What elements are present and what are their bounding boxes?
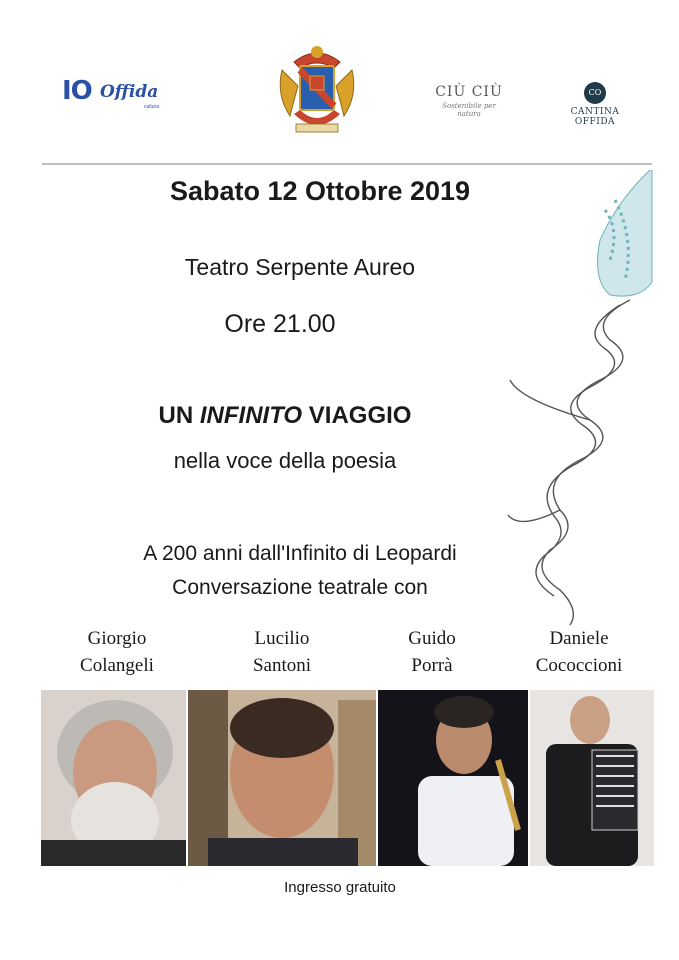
performer-last-name: Porrà bbox=[411, 655, 453, 676]
event-title bbox=[60, 402, 510, 430]
ciuciu-logo-brand: CIÙ CIÙ bbox=[435, 84, 503, 100]
performer-name bbox=[40, 625, 194, 679]
coat-of-arms-icon bbox=[272, 40, 362, 140]
performer-name bbox=[502, 625, 656, 679]
title-suffix: VIAGGIO bbox=[302, 402, 412, 429]
performer-first-name: Guido bbox=[408, 628, 456, 649]
performer-first-name: Daniele bbox=[549, 628, 609, 649]
event-anniversary: A 200 anni dall'Infinito di Leopardi bbox=[143, 542, 457, 565]
event-subtitle: nella voce della poesia bbox=[173, 448, 397, 473]
performer-last-name: Colangeli bbox=[80, 655, 154, 676]
performer-name bbox=[205, 625, 359, 679]
divider bbox=[42, 163, 652, 165]
performer-first-name: Giorgio bbox=[87, 628, 147, 649]
performer-photo-colangeli bbox=[41, 690, 186, 866]
event-venue: Teatro Serpente Aureo bbox=[184, 254, 416, 280]
offida-logo-sub: cultura bbox=[144, 104, 160, 110]
performer-photo-porra bbox=[378, 690, 528, 866]
performer-photo-santoni bbox=[188, 690, 376, 866]
event-date: Sabato 12 Ottobre 2019 bbox=[169, 176, 471, 206]
offida-logo-name: Offida bbox=[100, 82, 159, 102]
ciuciu-logo bbox=[434, 84, 504, 120]
cantina-badge-icon: CO bbox=[584, 82, 606, 104]
performer-last-name: Santoni bbox=[252, 655, 312, 676]
title-prefix: UN bbox=[158, 402, 200, 429]
performer-names bbox=[40, 625, 656, 685]
event-conversation: Conversazione teatrale con bbox=[172, 576, 428, 599]
performer-photo-cococcioni bbox=[530, 690, 654, 866]
offida-logo-io: IO bbox=[62, 76, 92, 106]
cantina-offida-logo bbox=[550, 82, 640, 127]
performer-first-name: Lucilio bbox=[254, 628, 310, 649]
admission-note: Ingresso gratuito bbox=[284, 879, 396, 896]
offida-logo bbox=[62, 76, 170, 116]
performer-photos bbox=[41, 690, 654, 866]
event-time: Ore 21.00 bbox=[224, 310, 336, 338]
cantina-logo-name: CANTINA OFFIDA bbox=[570, 107, 620, 127]
title-emphasis: INFINITO bbox=[199, 402, 303, 429]
ciuciu-logo-tag: Sostenibile per natura bbox=[442, 102, 496, 118]
performer-name bbox=[355, 625, 509, 679]
performer-last-name: Cococcioni bbox=[535, 655, 623, 676]
